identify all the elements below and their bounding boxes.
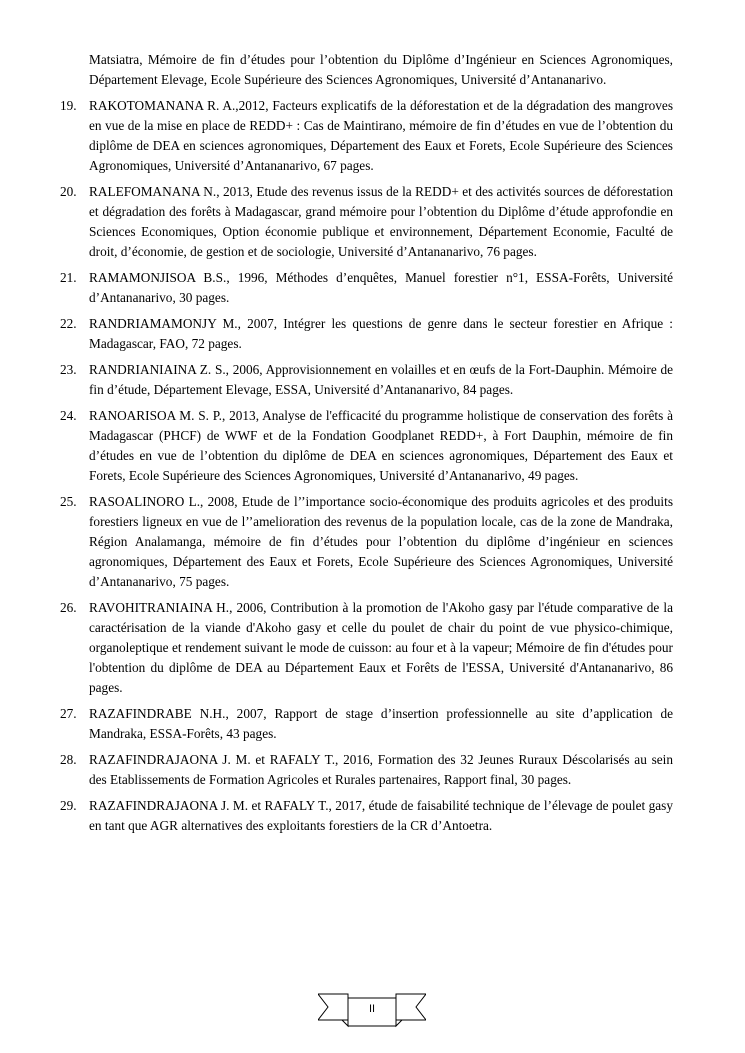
- references-content: [60, 50, 673, 842]
- reference-text: RAKOTOMANANA R. A.,2012, Facteurs explicatifs de la déforestation et de la dégradation des mangroves en vue de la mise en place de REDD+ : Cas de Maintirano, mémoire de fin d’études en vue de l’obtention du diplôme de DEA en sciences agronomiques, Département des Eaux et Forets, Ecole Supérieure des Sciences Agronomiques, Université d’Antananarivo, 67 pages.: [89, 98, 673, 173]
- reference-number: 20.: [60, 184, 77, 199]
- reference-text: RANOARISOA M. S. P., 2013, Analyse de l'efficacité du programme holistique de conservation des forêts à Madagascar (PHCF) de WWF et de la Fondation Goodplanet REDD+, à Fort Dauphin, mémoire de fin d’études en vue de l’obtention du diplôme de DEA en sciences agronomiques, Département des Eaux et Forets, Ecole Supérieure des Sciences Agronomiques, Université d’Antananarivo, 49 pages.: [89, 408, 673, 483]
- reference-item: [60, 182, 673, 262]
- reference-item: [60, 314, 673, 354]
- reference-text: RASOALINORO L., 2008, Etude de l’’importance socio-économique des produits agricoles et des produits forestiers ligneux en vue de l’’amelioration des revenus de la population locale, cas de la zone de Mandraka, Région Analamanga, mémoire de fin d’études pour l’obtention du diplôme d’ingénieur en sciences agronomiques, Département des Eaux et Forets, Ecole Supérieure des Sciences Agronomiques, Université d’Antananarivo, 75 pages.: [89, 494, 673, 589]
- reference-item: [60, 598, 673, 698]
- reference-number: 26.: [60, 600, 77, 615]
- page-footer: [318, 990, 426, 1030]
- reference-text: RAZAFINDRAJAONA J. M. et RAFALY T., 2016, Formation des 32 Jeunes Ruraux Déscolarisés au sein des Etablissements de Formation Agricoles et Rurales partenaires, Rapport final, 30 pages.: [89, 752, 673, 787]
- reference-text: RANDRIANIAINA Z. S., 2006, Approvisionnement en volailles et en œufs de la Fort-Dauphin. Mémoire de fin d’étude, Département Elevage, ESSA, Université d’Antananarivo, 84 pages.: [89, 362, 673, 397]
- reference-text: RANDRIAMAMONJY M., 2007, Intégrer les questions de genre dans le secteur forestier en Afrique : Madagascar, FAO, 72 pages.: [89, 316, 673, 351]
- reference-number: 25.: [60, 494, 77, 509]
- reference-item: [60, 360, 673, 400]
- reference-number: 27.: [60, 706, 77, 721]
- reference-text: RALEFOMANANA N., 2013, Etude des revenus issus de la REDD+ et des activités sources de déforestation et dégradation des forêts à Madagascar, grand mémoire pour l’obtention du Diplôme d’étude approfondie en Sciences Economiques, Option économie publique et environnement, Département Economie, Faculté de droit, d’économie, de gestion et de sociologie, Université d’Antananarivo, 76 pages.: [89, 184, 673, 259]
- reference-text: RAMAMONJISOA B.S., 1996, Méthodes d’enquêtes, Manuel forestier n°1, ESSA-Forêts, Université d’Antananarivo, 30 pages.: [89, 270, 673, 305]
- reference-item: [60, 796, 673, 836]
- reference-number: 23.: [60, 362, 77, 377]
- reference-item: [60, 492, 673, 592]
- reference-number: 28.: [60, 752, 77, 767]
- reference-item: [60, 96, 673, 176]
- reference-number: 21.: [60, 270, 77, 285]
- page-number: II: [368, 1003, 376, 1015]
- reference-list: [60, 96, 673, 836]
- reference-number: 29.: [60, 798, 77, 813]
- reference-item: [60, 406, 673, 486]
- reference-text: RAZAFINDRABE N.H., 2007, Rapport de stage d’insertion professionnelle au site d’application de Mandraka, ESSA-Forêts, 43 pages.: [89, 706, 673, 741]
- reference-text: RAZAFINDRAJAONA J. M. et RAFALY T., 2017, étude de faisabilité technique de l’élevage de poulet gasy en tant que AGR alternatives des exploitants forestiers de la CR d’Antoetra.: [89, 798, 673, 833]
- reference-item: [60, 704, 673, 744]
- reference-item: [60, 750, 673, 790]
- reference-number: 24.: [60, 408, 77, 423]
- reference-continuation: Matsiatra, Mémoire de fin d’études pour l’obtention du Diplôme d’Ingénieur en Sciences Agronomiques, Département Elevage, Ecole Supérieure des Sciences Agronomiques, Université d’Antananarivo.: [89, 52, 673, 87]
- reference-number: 19.: [60, 98, 77, 113]
- reference-text: RAVOHITRANIAINA H., 2006, Contribution à la promotion de l'Akoho gasy par l'étude comparative de la caractérisation de la viande d'Akoho gasy et celle du poulet de chair du point de vue physico-chimique, organoleptique et rendement suivant le mode de cuisson: au four et à la vapeur; Mémoire de fin d'études pour l'obtention du diplôme de DEA au Département Eaux et Forêts de l'ESSA, Université d'Antananarivo, 86 pages.: [89, 600, 673, 695]
- reference-number: 22.: [60, 316, 77, 331]
- reference-item: [60, 268, 673, 308]
